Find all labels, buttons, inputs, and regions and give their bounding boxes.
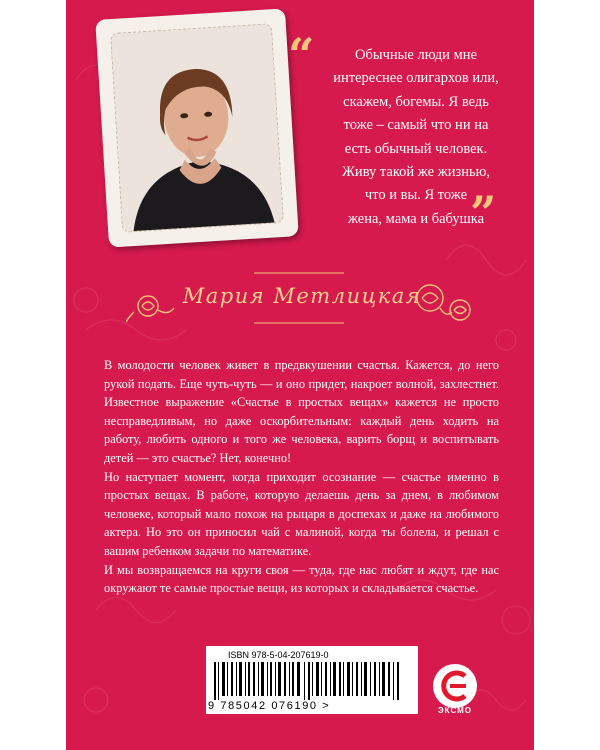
rose-ornament-right (410, 278, 480, 328)
name-divider-top (254, 268, 344, 278)
eksmo-logo-icon (433, 664, 477, 708)
quote-close-mark: ” (470, 186, 497, 240)
quote-line: интереснее олигархов или, (333, 70, 499, 87)
quote-line: Живу такой же жизнью, (341, 164, 491, 181)
annotation-paragraph: Но наступает момент, когда приходит осознание — счастье именно в простых вещах. В работе, которую делаешь день за днем, в любимом человеке, который мало похож на рыцаря в доспехах и даже на любимого актера. Но это он приносил чай с малиной, когда ты болела, и решал с вашим ребенком задачи по математике. (104, 469, 499, 558)
isbn-number: ISBN 978-5-04-207619-0 (228, 650, 329, 660)
book-annotation (104, 356, 499, 598)
annotation-paragraph: В молодости человек живет в предвкушении счастья. Кажется, до него рукой подать. Еще чуть-чуть — и оно придет, накроет волной, захлестнет. Известное выражение «Счастье в простых вещах» кажется не просто несправедливым, но даже оскорбительным: каждый день ходить на работу, любить одного и того же человека, варить борщ и воспитывать детей — это счастье? Нет, конечно! (104, 358, 499, 465)
barcode-digits: 9 785042 076190 > (208, 700, 331, 712)
rose-ornament-left (126, 290, 176, 324)
quote-open-mark: “ (288, 28, 315, 82)
quote-line: есть обычный человек. (344, 140, 488, 157)
author-photo-frame (95, 8, 299, 247)
quote-line: Обычные люди мне (355, 47, 477, 63)
barcode-image (212, 662, 412, 700)
book-back-cover (66, 0, 534, 750)
publisher-name: ЭКСМО (437, 706, 473, 715)
publisher-logo (433, 664, 477, 708)
author-photo (110, 23, 284, 233)
annotation-paragraph: И мы возвращаемся на круги своя — туда, где нас любят и ждут, где нас окружают те самые простые вещи, из которых и складывается счастье. (104, 562, 499, 596)
quote-line: жена, мама и бабушка (347, 210, 485, 227)
name-divider-bottom (254, 318, 344, 328)
quote-line: скажем, богемы. Я ведь (343, 93, 489, 110)
barcode-box (206, 646, 418, 714)
author-name: Мария Метлицкая (182, 284, 422, 308)
author-portrait-image (111, 24, 284, 233)
quote-line: тоже – самый что ни на (343, 117, 489, 134)
quote-line: что и вы. Я тоже (364, 187, 468, 204)
